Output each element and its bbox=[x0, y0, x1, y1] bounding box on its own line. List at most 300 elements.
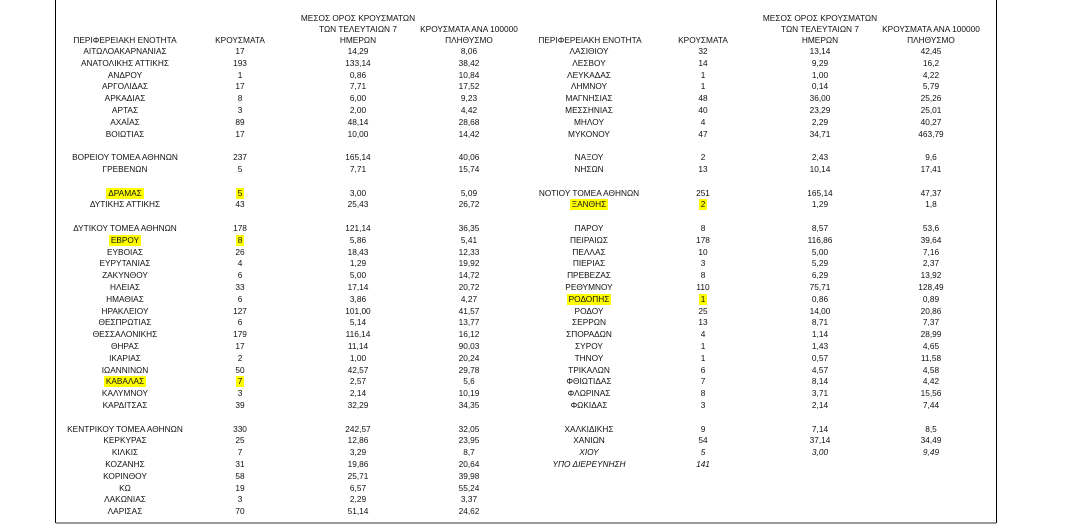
cases-value: 70 bbox=[235, 506, 245, 517]
per100k-cell bbox=[414, 505, 524, 517]
region-name: ΗΜΑΘΙΑΣ bbox=[106, 293, 144, 304]
region-cell bbox=[58, 399, 192, 411]
avg-cell bbox=[298, 423, 418, 435]
avg-value: 13,14 bbox=[809, 46, 831, 56]
avg-value: 5,00 bbox=[349, 270, 367, 281]
region-cell bbox=[58, 316, 192, 328]
per100k-cell bbox=[414, 57, 524, 69]
cases-cell bbox=[668, 116, 738, 128]
region-cell bbox=[58, 128, 192, 140]
region-name: ΤΗΝΟΥ bbox=[574, 352, 604, 363]
cases-cell bbox=[668, 45, 738, 57]
per100k-cell bbox=[414, 163, 524, 175]
region-cell bbox=[528, 92, 650, 104]
cases-value: 8 bbox=[700, 223, 706, 233]
avg-value: 2,29 bbox=[349, 494, 367, 505]
region-cell bbox=[58, 198, 192, 210]
avg-value: 1,14 bbox=[811, 329, 829, 340]
avg-value: 1,29 bbox=[349, 258, 367, 269]
cases-cell bbox=[668, 163, 738, 175]
avg-cell bbox=[298, 257, 418, 269]
region-name: ΣΕΡΡΩΝ bbox=[572, 317, 606, 328]
avg-cell bbox=[760, 116, 880, 128]
per100k-cell bbox=[414, 257, 524, 269]
per100k-cell bbox=[876, 375, 986, 387]
per100k-value: 40,06 bbox=[458, 152, 480, 163]
per100k-cell bbox=[876, 57, 986, 69]
avg-cell bbox=[298, 399, 418, 411]
per100k-cell bbox=[414, 399, 524, 411]
cases-cell bbox=[205, 399, 275, 411]
avg-cell bbox=[760, 246, 880, 258]
avg-value: 5,14 bbox=[349, 317, 367, 328]
header-avg-line2: ΤΩΝ ΤΕΛΕΥΤΑΙΩΝ 7 bbox=[781, 24, 859, 34]
region-name: ΙΚΑΡΙΑΣ bbox=[109, 352, 141, 363]
cases-cell bbox=[668, 340, 738, 352]
region-name: ΙΩΑΝΝΙΝΩΝ bbox=[101, 364, 149, 375]
cases-value: 127 bbox=[233, 305, 247, 316]
region-cell bbox=[528, 387, 650, 399]
cases-cell bbox=[205, 92, 275, 104]
avg-cell bbox=[298, 57, 418, 69]
per100k-value: 10,19 bbox=[458, 388, 480, 399]
cases-cell bbox=[668, 364, 738, 376]
per100k-cell bbox=[876, 246, 986, 258]
region-name: ΛΕΥΚΑΔΑΣ bbox=[567, 69, 611, 80]
avg-value: 3,00 bbox=[811, 447, 829, 458]
avg-value: 2,14 bbox=[349, 388, 367, 399]
region-cell bbox=[58, 246, 192, 258]
per100k-cell bbox=[414, 458, 524, 470]
per100k-value: 42,45 bbox=[920, 46, 942, 56]
region-cell bbox=[58, 505, 192, 517]
per100k-cell bbox=[876, 163, 986, 175]
cases-value: 14 bbox=[698, 57, 708, 68]
avg-cell bbox=[298, 458, 418, 470]
cases-cell bbox=[205, 128, 275, 140]
avg-value: 121,14 bbox=[345, 223, 371, 233]
cases-cell bbox=[205, 458, 275, 470]
per100k-cell bbox=[414, 80, 524, 92]
cases-cell bbox=[205, 281, 275, 293]
region-name: ΘΕΣΣΑΛΟΝΙΚΗΣ bbox=[92, 329, 158, 340]
per100k-cell bbox=[414, 352, 524, 364]
avg-cell bbox=[298, 446, 418, 458]
per100k-value: 13,92 bbox=[920, 270, 942, 281]
avg-value: 4,57 bbox=[811, 364, 829, 375]
region-name: ΚΕΡΚΥΡΑΣ bbox=[103, 435, 147, 446]
region-name: ΚΕΝΤΡΙΚΟΥ ΤΟΜΕΑ ΑΘΗΝΩΝ bbox=[67, 423, 183, 434]
avg-cell bbox=[298, 222, 418, 234]
cases-value: 4 bbox=[700, 116, 706, 127]
region-cell bbox=[528, 364, 650, 376]
avg-cell bbox=[760, 128, 880, 140]
avg-value: 17,14 bbox=[347, 282, 369, 292]
avg-cell bbox=[298, 104, 418, 116]
region-name: ΦΛΩΡΙΝΑΣ bbox=[567, 388, 611, 399]
region-name: ΚΟΖΑΝΗΣ bbox=[105, 459, 145, 469]
per100k-value: 19,92 bbox=[458, 258, 480, 269]
per100k-cell bbox=[414, 293, 524, 305]
avg-cell bbox=[298, 234, 418, 246]
cases-value: 3 bbox=[237, 105, 243, 115]
per100k-cell bbox=[876, 305, 986, 317]
per100k-value: 26,72 bbox=[458, 199, 480, 210]
avg-cell bbox=[760, 198, 880, 210]
region-cell bbox=[58, 234, 192, 246]
per100k-value: 34,49 bbox=[920, 435, 942, 446]
cases-value: 6 bbox=[237, 270, 243, 281]
cases-value: 6 bbox=[237, 317, 243, 328]
avg-value: 165,14 bbox=[345, 152, 371, 163]
per100k-value: 4,22 bbox=[922, 69, 940, 80]
avg-cell bbox=[298, 316, 418, 328]
region-name: ΑΧΑΪΑΣ bbox=[110, 116, 140, 127]
per100k-value: 0,89 bbox=[922, 293, 940, 304]
region-cell bbox=[58, 57, 192, 69]
region-name: ΤΡΙΚΑΛΩΝ bbox=[568, 364, 610, 375]
region-name: ΔΡΑΜΑΣ bbox=[108, 187, 142, 198]
per100k-cell bbox=[414, 234, 524, 246]
cases-cell bbox=[668, 281, 738, 293]
avg-value: 0,86 bbox=[811, 293, 829, 304]
per100k-cell bbox=[876, 198, 986, 210]
per100k-value: 4,42 bbox=[922, 376, 940, 387]
cases-value: 4 bbox=[700, 329, 706, 340]
per100k-cell bbox=[876, 316, 986, 328]
per100k-value: 20,86 bbox=[920, 305, 942, 316]
cases-cell bbox=[668, 151, 738, 163]
per100k-value: 7,37 bbox=[922, 317, 940, 328]
per100k-cell bbox=[414, 375, 524, 387]
per100k-cell bbox=[414, 328, 524, 340]
region-cell bbox=[528, 116, 650, 128]
avg-cell bbox=[298, 151, 418, 163]
region-cell bbox=[58, 328, 192, 340]
per100k-value: 5,79 bbox=[922, 81, 940, 92]
cases-cell bbox=[668, 198, 738, 210]
region-cell bbox=[58, 423, 192, 435]
left-header-cases: ΚΡΟΥΣΜΑΤΑ bbox=[215, 35, 265, 45]
cases-value: 32 bbox=[698, 46, 708, 56]
region-name: ΛΑΣΙΘΙΟΥ bbox=[569, 46, 609, 56]
region-cell bbox=[528, 234, 650, 246]
avg-cell bbox=[760, 92, 880, 104]
cases-cell bbox=[668, 92, 738, 104]
region-name: ΝΟΤΙΟΥ ΤΟΜΕΑ ΑΘΗΝΩΝ bbox=[538, 187, 640, 198]
cases-value: 1 bbox=[237, 69, 243, 80]
per100k-value: 16,12 bbox=[458, 329, 480, 340]
region-cell bbox=[58, 281, 192, 293]
region-cell bbox=[58, 434, 192, 446]
cases-cell bbox=[205, 116, 275, 128]
region-cell bbox=[528, 281, 650, 293]
region-name: ΚΑΒΑΛΑΣ bbox=[105, 376, 145, 387]
cases-value: 54 bbox=[698, 435, 708, 446]
per100k-cell bbox=[414, 446, 524, 458]
cases-cell bbox=[668, 104, 738, 116]
cases-value: 5 bbox=[237, 187, 243, 198]
region-name: ΧΑΝΙΩΝ bbox=[573, 435, 605, 446]
region-cell bbox=[58, 163, 192, 175]
region-name: ΜΥΚΟΝΟΥ bbox=[568, 128, 610, 139]
avg-value: 75,71 bbox=[809, 282, 831, 292]
avg-cell bbox=[298, 305, 418, 317]
cases-value: 50 bbox=[235, 364, 245, 375]
header-per100k-line1: ΚΡΟΥΣΜΑΤΑ ΑΝΑ 100000 bbox=[420, 24, 518, 34]
per100k-cell bbox=[414, 198, 524, 210]
avg-value: 25,43 bbox=[347, 199, 369, 210]
region-cell bbox=[528, 423, 650, 435]
per100k-cell bbox=[414, 128, 524, 140]
region-cell bbox=[58, 104, 192, 116]
cases-cell bbox=[205, 246, 275, 258]
avg-value: 14,00 bbox=[809, 305, 831, 316]
region-cell bbox=[528, 328, 650, 340]
avg-cell bbox=[298, 45, 418, 57]
cases-cell bbox=[205, 470, 275, 482]
cases-cell bbox=[205, 340, 275, 352]
cases-cell bbox=[205, 163, 275, 175]
avg-cell bbox=[760, 163, 880, 175]
region-name: ΠΕΛΛΑΣ bbox=[572, 246, 606, 257]
cases-value: 17 bbox=[235, 46, 245, 56]
region-cell bbox=[528, 399, 650, 411]
avg-cell bbox=[760, 340, 880, 352]
avg-cell bbox=[760, 352, 880, 364]
avg-value: 8,14 bbox=[811, 376, 829, 387]
cases-cell bbox=[205, 222, 275, 234]
cases-value: 39 bbox=[235, 400, 245, 410]
avg-value: 0,57 bbox=[811, 352, 829, 363]
avg-cell bbox=[760, 234, 880, 246]
cases-value: 3 bbox=[700, 400, 706, 410]
region-cell bbox=[528, 316, 650, 328]
per100k-value: 13,77 bbox=[458, 317, 480, 328]
cases-value: 43 bbox=[235, 199, 245, 210]
region-cell bbox=[528, 128, 650, 140]
cases-cell bbox=[205, 316, 275, 328]
cases-cell bbox=[205, 387, 275, 399]
cases-cell bbox=[668, 434, 738, 446]
avg-value: 6,00 bbox=[349, 93, 367, 104]
avg-cell bbox=[298, 69, 418, 81]
per100k-value: 41,57 bbox=[458, 305, 480, 316]
cases-cell bbox=[668, 328, 738, 340]
cases-value: 3 bbox=[700, 258, 706, 269]
avg-value: 0,14 bbox=[811, 81, 829, 92]
cases-cell bbox=[205, 257, 275, 269]
region-cell bbox=[58, 80, 192, 92]
per100k-value: 20,72 bbox=[458, 282, 480, 292]
avg-cell bbox=[298, 92, 418, 104]
cases-cell bbox=[205, 45, 275, 57]
avg-value: 5,86 bbox=[349, 234, 367, 245]
avg-value: 2,43 bbox=[811, 152, 829, 163]
region-cell bbox=[528, 222, 650, 234]
per100k-cell bbox=[414, 316, 524, 328]
per100k-value: 23,95 bbox=[458, 435, 480, 446]
per100k-cell bbox=[876, 352, 986, 364]
cases-cell bbox=[205, 80, 275, 92]
right-header-region: ΠΕΡΙΦΕΡΕΙΑΚΗ ΕΝΟΤΗΤΑ bbox=[538, 35, 642, 45]
avg-cell bbox=[298, 281, 418, 293]
bottom-rule bbox=[56, 522, 996, 524]
per100k-cell bbox=[414, 104, 524, 116]
per100k-value: 5,09 bbox=[460, 187, 478, 198]
avg-cell bbox=[760, 446, 880, 458]
cases-cell bbox=[668, 246, 738, 258]
per100k-value: 4,27 bbox=[460, 293, 478, 304]
region-name: ΥΠΟ ΔΙΕΡΕΥΝΗΣΗ bbox=[552, 459, 626, 469]
region-name: ΠΙΕΡΙΑΣ bbox=[572, 258, 606, 269]
cases-value: 9 bbox=[700, 423, 706, 434]
region-cell bbox=[58, 257, 192, 269]
cases-value: 4 bbox=[237, 258, 243, 269]
region-name: ΑΙΤΩΛΟΑΚΑΡΝΑΝΙΑΣ bbox=[83, 46, 167, 56]
avg-cell bbox=[760, 328, 880, 340]
cases-value: 25 bbox=[698, 305, 708, 316]
cases-cell bbox=[668, 222, 738, 234]
avg-cell bbox=[298, 482, 418, 494]
avg-value: 51,14 bbox=[347, 506, 369, 517]
per100k-cell bbox=[414, 69, 524, 81]
avg-cell bbox=[760, 281, 880, 293]
cases-cell bbox=[205, 305, 275, 317]
per100k-cell bbox=[876, 446, 986, 458]
region-name: ΛΑΡΙΣΑΣ bbox=[107, 506, 143, 517]
cases-value: 330 bbox=[233, 423, 247, 434]
per100k-value: 36,35 bbox=[458, 223, 480, 233]
avg-cell bbox=[298, 434, 418, 446]
per100k-cell bbox=[876, 340, 986, 352]
region-name: ΖΑΚΥΝΘΟΥ bbox=[102, 270, 148, 281]
per100k-cell bbox=[414, 340, 524, 352]
cases-value: 3 bbox=[237, 388, 243, 399]
cases-value: 19 bbox=[235, 482, 245, 493]
cases-value: 141 bbox=[696, 459, 710, 469]
avg-value: 2,14 bbox=[811, 400, 829, 410]
avg-cell bbox=[760, 69, 880, 81]
avg-value: 1,29 bbox=[811, 199, 829, 210]
per100k-value: 11,58 bbox=[920, 352, 942, 363]
region-name: ΞΑΝΘΗΣ bbox=[571, 199, 607, 210]
per100k-value: 2,37 bbox=[922, 258, 940, 269]
region-cell bbox=[58, 446, 192, 458]
avg-value: 5,29 bbox=[811, 258, 829, 269]
per100k-cell bbox=[876, 116, 986, 128]
per100k-cell bbox=[876, 80, 986, 92]
avg-cell bbox=[298, 163, 418, 175]
cases-cell bbox=[668, 399, 738, 411]
region-cell bbox=[58, 305, 192, 317]
cases-cell bbox=[668, 375, 738, 387]
per100k-value: 3,37 bbox=[460, 494, 478, 505]
avg-value: 8,57 bbox=[811, 223, 829, 233]
region-cell bbox=[528, 80, 650, 92]
region-name: ΡΟΔΟΥ bbox=[574, 305, 604, 316]
per100k-value: 5,6 bbox=[463, 376, 475, 387]
cases-value: 13 bbox=[698, 317, 708, 328]
region-name: ΔΥΤΙΚΟΥ ΤΟΜΕΑ ΑΘΗΝΩΝ bbox=[73, 223, 177, 233]
avg-value: 133,14 bbox=[345, 57, 371, 68]
cases-cell bbox=[205, 375, 275, 387]
per100k-cell bbox=[876, 45, 986, 57]
cases-cell bbox=[668, 305, 738, 317]
per100k-cell bbox=[414, 116, 524, 128]
region-name: ΝΗΣΩΝ bbox=[574, 164, 604, 174]
cases-value: 17 bbox=[235, 341, 245, 351]
cases-value: 1 bbox=[700, 341, 706, 351]
per100k-value: 10,84 bbox=[458, 69, 480, 80]
region-name: ΣΠΟΡΑΔΩΝ bbox=[566, 329, 612, 340]
region-cell bbox=[58, 458, 192, 470]
avg-value: 6,29 bbox=[811, 270, 829, 281]
avg-cell bbox=[760, 45, 880, 57]
avg-cell bbox=[298, 198, 418, 210]
avg-cell bbox=[298, 293, 418, 305]
cases-value: 193 bbox=[233, 57, 247, 68]
per100k-value: 15,74 bbox=[458, 164, 480, 174]
avg-value: 3,71 bbox=[811, 388, 829, 399]
per100k-cell bbox=[876, 222, 986, 234]
per100k-value: 28,68 bbox=[458, 116, 480, 127]
region-name: ΕΥΒΟΙΑΣ bbox=[106, 246, 144, 257]
avg-cell bbox=[298, 128, 418, 140]
per100k-value: 38,42 bbox=[458, 57, 480, 68]
cases-value: 25 bbox=[235, 435, 245, 446]
per100k-cell bbox=[876, 187, 986, 199]
cases-cell bbox=[205, 187, 275, 199]
cases-value: 31 bbox=[235, 459, 245, 469]
cases-value: 8 bbox=[237, 93, 243, 104]
avg-value: 23,29 bbox=[809, 105, 831, 115]
cases-cell bbox=[205, 434, 275, 446]
per100k-cell bbox=[414, 434, 524, 446]
per100k-value: 463,79 bbox=[918, 128, 944, 139]
avg-value: 36,00 bbox=[809, 93, 831, 104]
per100k-value: 7,44 bbox=[922, 400, 940, 410]
cases-value: 10 bbox=[698, 246, 708, 257]
per100k-cell bbox=[414, 269, 524, 281]
avg-value: 48,14 bbox=[347, 116, 369, 127]
region-cell bbox=[58, 187, 192, 199]
region-cell bbox=[528, 198, 650, 210]
cases-value: 2 bbox=[700, 199, 706, 210]
per100k-value: 8,5 bbox=[925, 423, 937, 434]
region-cell bbox=[58, 375, 192, 387]
region-cell bbox=[528, 352, 650, 364]
avg-cell bbox=[298, 116, 418, 128]
avg-value: 19,86 bbox=[347, 459, 369, 469]
per100k-cell bbox=[414, 482, 524, 494]
cases-value: 1 bbox=[700, 69, 706, 80]
avg-value: 25,71 bbox=[347, 470, 369, 481]
region-name: ΜΕΣΣΗΝΙΑΣ bbox=[565, 105, 613, 115]
region-name: ΧΙΟΥ bbox=[579, 447, 599, 458]
cases-value: 2 bbox=[237, 352, 243, 363]
region-name: ΦΩΚΙΔΑΣ bbox=[570, 400, 608, 410]
cases-cell bbox=[668, 269, 738, 281]
region-name: ΕΥΡΥΤΑΝΙΑΣ bbox=[99, 258, 151, 269]
region-name: ΚΩ bbox=[119, 482, 131, 493]
avg-cell bbox=[298, 375, 418, 387]
per100k-value: 1,8 bbox=[925, 199, 937, 210]
cases-value: 6 bbox=[237, 293, 243, 304]
avg-cell bbox=[760, 104, 880, 116]
per100k-cell bbox=[414, 493, 524, 505]
per100k-cell bbox=[876, 69, 986, 81]
